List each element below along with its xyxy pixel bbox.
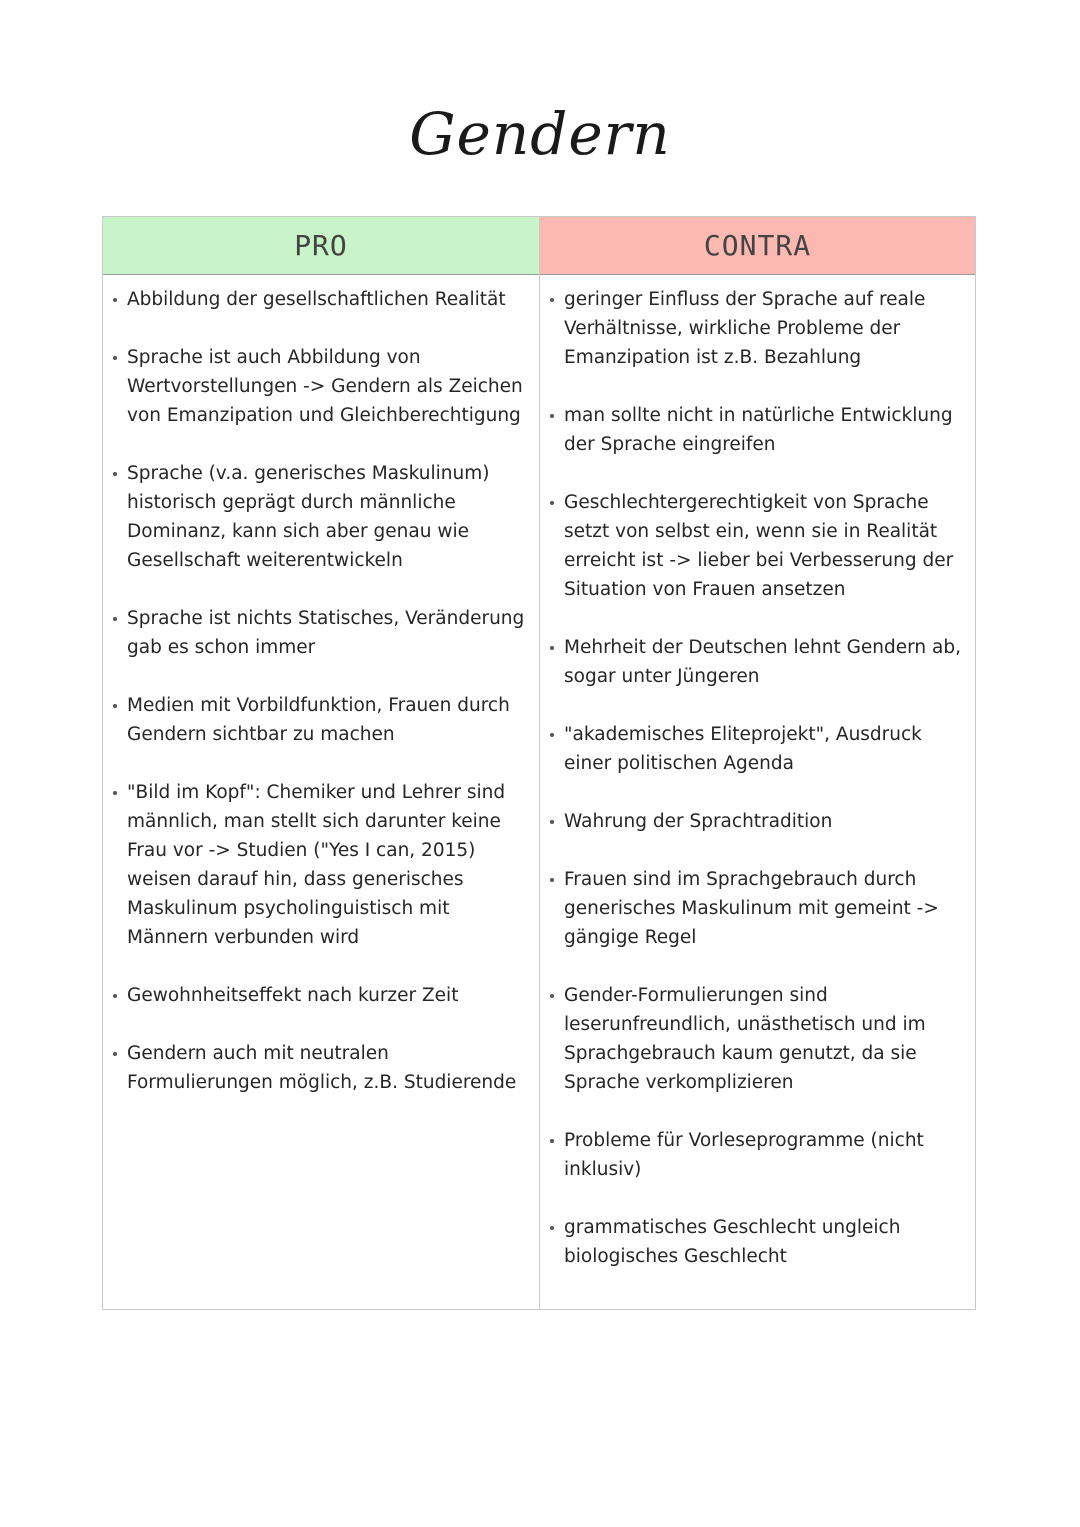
pro-item: Gendern auch mit neutralen Formulierungen möglich, z.B. Studierende <box>113 1039 531 1097</box>
pro-list <box>103 275 539 1126</box>
contra-item: Wahrung der Sprachtradition <box>550 807 967 836</box>
contra-item: grammatisches Geschlecht ungleich biologisches Geschlecht <box>550 1213 967 1271</box>
contra-item: Mehrheit der Deutschen lehnt Gendern ab, sogar unter Jüngeren <box>550 633 967 691</box>
pro-header: PRO <box>103 217 539 275</box>
pro-item: Gewohnheitseffekt nach kurzer Zeit <box>113 981 531 1010</box>
pro-item: "Bild im Kopf": Chemiker und Lehrer sind männlich, man stellt sich darunter keine Frau vor -> Studien ("Yes I can, 2015) weisen darauf hin, dass generisches Maskulinum psycholinguistisch mit Männern verbunden wird <box>113 778 531 952</box>
pro-item: Sprache (v.a. generisches Maskulinum) historisch geprägt durch männliche Dominanz, kann sich aber genau wie Gesellschaft weiterentwickeln <box>113 459 531 575</box>
pro-item: Medien mit Vorbildfunktion, Frauen durch Gendern sichtbar zu machen <box>113 691 531 749</box>
pro-contra-table <box>102 216 976 1310</box>
contra-list <box>540 275 975 1300</box>
pro-column <box>103 217 539 1309</box>
contra-column <box>539 217 975 1309</box>
contra-header: CONTRA <box>540 217 975 275</box>
contra-item: geringer Einfluss der Sprache auf reale Verhältnisse, wirkliche Probleme der Emanzipation ist z.B. Bezahlung <box>550 285 967 372</box>
page-title: Gendern <box>409 100 671 168</box>
contra-item: man sollte nicht in natürliche Entwicklung der Sprache eingreifen <box>550 401 967 459</box>
contra-item: Frauen sind im Sprachgebrauch durch generisches Maskulinum mit gemeint -> gängige Regel <box>550 865 967 952</box>
pro-item: Sprache ist nichts Statisches, Veränderung gab es schon immer <box>113 604 531 662</box>
contra-item: Geschlechtergerechtigkeit von Sprache setzt von selbst ein, wenn sie in Realität erreicht ist -> lieber bei Verbesserung der Situation von Frauen ansetzen <box>550 488 967 604</box>
pro-item: Abbildung der gesellschaftlichen Realität <box>113 285 531 314</box>
pro-item: Sprache ist auch Abbildung von Wertvorstellungen -> Gendern als Zeichen von Emanzipation und Gleichberechtigung <box>113 343 531 430</box>
contra-item: Gender-Formulierungen sind leserunfreundlich, unästhetisch und im Sprachgebrauch kaum genutzt, da sie Sprache verkomplizieren <box>550 981 967 1097</box>
contra-item: "akademisches Eliteprojekt", Ausdruck einer politischen Agenda <box>550 720 967 778</box>
contra-item: Probleme für Vorleseprogramme (nicht inklusiv) <box>550 1126 967 1184</box>
